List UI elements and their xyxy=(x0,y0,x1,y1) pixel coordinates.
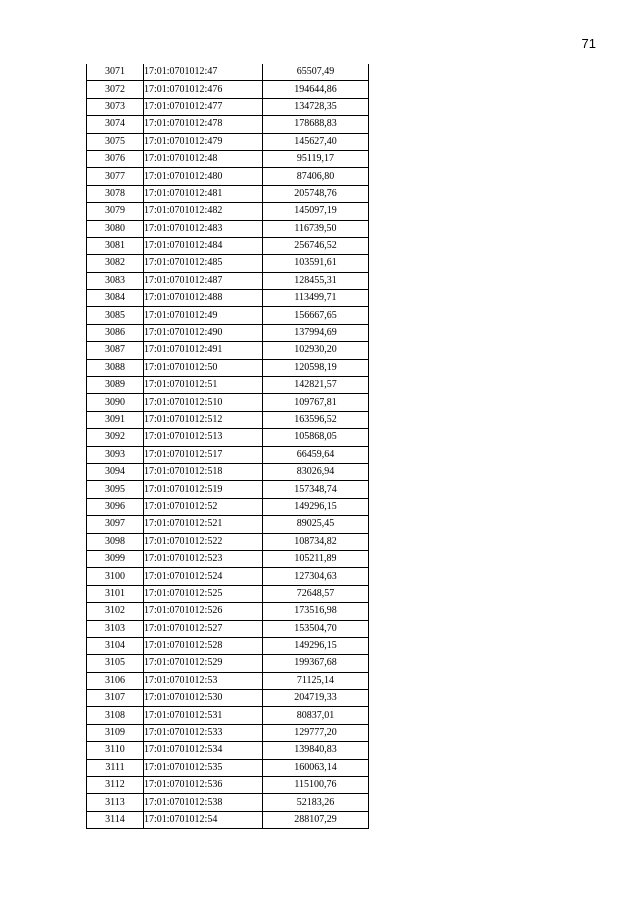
cadastral-number-cell: 17:01:0701012:487 xyxy=(144,272,263,289)
cadastral-value-cell: 149296,15 xyxy=(263,498,369,515)
row-number-cell: 3073 xyxy=(87,98,144,115)
cadastral-number-cell: 17:01:0701012:538 xyxy=(144,794,263,811)
table-row xyxy=(87,603,369,620)
cadastral-value-cell: 89025,45 xyxy=(263,516,369,533)
cadastral-value-cell: 95119,17 xyxy=(263,150,369,167)
cadastral-number-cell: 17:01:0701012:525 xyxy=(144,585,263,602)
cadastral-value-cell: 116739,50 xyxy=(263,220,369,237)
table-row xyxy=(87,81,369,98)
table-row xyxy=(87,759,369,776)
row-number-cell: 3110 xyxy=(87,742,144,759)
row-number-cell: 3083 xyxy=(87,272,144,289)
cadastral-number-cell: 17:01:0701012:49 xyxy=(144,307,263,324)
cadastral-number-cell: 17:01:0701012:54 xyxy=(144,811,263,828)
cadastral-value-cell: 205748,76 xyxy=(263,185,369,202)
cadastral-value-cell: 128455,31 xyxy=(263,272,369,289)
cadastral-value-cell: 157348,74 xyxy=(263,481,369,498)
row-number-cell: 3100 xyxy=(87,568,144,585)
cadastral-value-cell: 80837,01 xyxy=(263,707,369,724)
table-row xyxy=(87,498,369,515)
table-row xyxy=(87,794,369,811)
cadastral-number-cell: 17:01:0701012:484 xyxy=(144,237,263,254)
table-row xyxy=(87,568,369,585)
cadastral-number-cell: 17:01:0701012:535 xyxy=(144,759,263,776)
table-row xyxy=(87,481,369,498)
cadastral-value-cell: 115100,76 xyxy=(263,777,369,794)
cadastral-number-cell: 17:01:0701012:485 xyxy=(144,255,263,272)
cadastral-value-cell: 139840,83 xyxy=(263,742,369,759)
cadastral-value-cell: 145097,19 xyxy=(263,203,369,220)
cadastral-number-cell: 17:01:0701012:479 xyxy=(144,133,263,150)
row-number-cell: 3098 xyxy=(87,533,144,550)
table-row xyxy=(87,463,369,480)
cadastral-value-cell: 87406,80 xyxy=(263,168,369,185)
cadastral-value-cell: 134728,35 xyxy=(263,98,369,115)
cadastral-number-cell: 17:01:0701012:522 xyxy=(144,533,263,550)
table-row xyxy=(87,533,369,550)
cadastral-number-cell: 17:01:0701012:530 xyxy=(144,690,263,707)
cadastral-number-cell: 17:01:0701012:491 xyxy=(144,342,263,359)
table-row xyxy=(87,133,369,150)
cadastral-number-cell: 17:01:0701012:528 xyxy=(144,637,263,654)
row-number-cell: 3103 xyxy=(87,620,144,637)
cadastral-value-cell: 83026,94 xyxy=(263,463,369,480)
row-number-cell: 3111 xyxy=(87,759,144,776)
cadastral-number-cell: 17:01:0701012:50 xyxy=(144,359,263,376)
cadastral-number-cell: 17:01:0701012:521 xyxy=(144,516,263,533)
table-row xyxy=(87,342,369,359)
cadastral-number-cell: 17:01:0701012:526 xyxy=(144,603,263,620)
table-row xyxy=(87,429,369,446)
cadastral-number-cell: 17:01:0701012:482 xyxy=(144,203,263,220)
table-row xyxy=(87,620,369,637)
row-number-cell: 3101 xyxy=(87,585,144,602)
table-row xyxy=(87,307,369,324)
table-row xyxy=(87,116,369,133)
row-number-cell: 3092 xyxy=(87,429,144,446)
row-number-cell: 3079 xyxy=(87,203,144,220)
table-row xyxy=(87,290,369,307)
row-number-cell: 3081 xyxy=(87,237,144,254)
cadastral-number-cell: 17:01:0701012:483 xyxy=(144,220,263,237)
cadastral-value-cell: 137994,69 xyxy=(263,324,369,341)
table-row xyxy=(87,255,369,272)
row-number-cell: 3074 xyxy=(87,116,144,133)
table-row xyxy=(87,637,369,654)
cadastral-value-cell: 120598,19 xyxy=(263,359,369,376)
cadastral-number-cell: 17:01:0701012:513 xyxy=(144,429,263,446)
row-number-cell: 3114 xyxy=(87,811,144,828)
cadastral-number-cell: 17:01:0701012:52 xyxy=(144,498,263,515)
row-number-cell: 3078 xyxy=(87,185,144,202)
cadastral-value-cell: 199367,68 xyxy=(263,655,369,672)
cadastral-value-cell: 194644,86 xyxy=(263,81,369,98)
row-number-cell: 3094 xyxy=(87,463,144,480)
row-number-cell: 3095 xyxy=(87,481,144,498)
cadastral-value-cell: 160063,14 xyxy=(263,759,369,776)
cadastral-number-cell: 17:01:0701012:518 xyxy=(144,463,263,480)
cadastral-value-cell: 72648,57 xyxy=(263,585,369,602)
cadastral-value-cell: 71125,14 xyxy=(263,672,369,689)
cadastral-number-cell: 17:01:0701012:523 xyxy=(144,550,263,567)
row-number-cell: 3075 xyxy=(87,133,144,150)
row-number-cell: 3096 xyxy=(87,498,144,515)
row-number-cell: 3071 xyxy=(87,64,144,81)
cadastral-number-cell: 17:01:0701012:48 xyxy=(144,150,263,167)
cadastral-value-cell: 149296,15 xyxy=(263,637,369,654)
table-row xyxy=(87,516,369,533)
cadastral-value-cell: 288107,29 xyxy=(263,811,369,828)
cadastral-number-cell: 17:01:0701012:476 xyxy=(144,81,263,98)
cadastral-number-cell: 17:01:0701012:488 xyxy=(144,290,263,307)
cadastral-value-cell: 103591,61 xyxy=(263,255,369,272)
row-number-cell: 3093 xyxy=(87,446,144,463)
cadastral-value-cell: 66459,64 xyxy=(263,446,369,463)
table-row xyxy=(87,359,369,376)
row-number-cell: 3097 xyxy=(87,516,144,533)
cadastral-value-cell: 113499,71 xyxy=(263,290,369,307)
row-number-cell: 3112 xyxy=(87,777,144,794)
cadastral-number-cell: 17:01:0701012:481 xyxy=(144,185,263,202)
table-row xyxy=(87,394,369,411)
row-number-cell: 3102 xyxy=(87,603,144,620)
table-row xyxy=(87,411,369,428)
row-number-cell: 3090 xyxy=(87,394,144,411)
cadastral-number-cell: 17:01:0701012:51 xyxy=(144,377,263,394)
table-body xyxy=(87,64,369,829)
cadastral-number-cell: 17:01:0701012:510 xyxy=(144,394,263,411)
cadastral-number-cell: 17:01:0701012:519 xyxy=(144,481,263,498)
cadastral-value-cell: 105211,89 xyxy=(263,550,369,567)
cadastral-value-cell: 153504,70 xyxy=(263,620,369,637)
cadastral-number-cell: 17:01:0701012:529 xyxy=(144,655,263,672)
table-row xyxy=(87,672,369,689)
table-row xyxy=(87,64,369,81)
table-row xyxy=(87,98,369,115)
table-row xyxy=(87,655,369,672)
cadastral-number-cell: 17:01:0701012:517 xyxy=(144,446,263,463)
page-number: 71 xyxy=(581,36,596,51)
cadastral-value-cell: 102930,20 xyxy=(263,342,369,359)
cadastral-number-cell: 17:01:0701012:480 xyxy=(144,168,263,185)
cadastral-value-cell: 145627,40 xyxy=(263,133,369,150)
cadastral-value-cell: 105868,05 xyxy=(263,429,369,446)
row-number-cell: 3099 xyxy=(87,550,144,567)
table-row xyxy=(87,707,369,724)
cadastral-value-cell: 142821,57 xyxy=(263,377,369,394)
row-number-cell: 3086 xyxy=(87,324,144,341)
cadastral-number-cell: 17:01:0701012:478 xyxy=(144,116,263,133)
row-number-cell: 3107 xyxy=(87,690,144,707)
row-number-cell: 3080 xyxy=(87,220,144,237)
cadastral-value-cell: 52183,26 xyxy=(263,794,369,811)
row-number-cell: 3072 xyxy=(87,81,144,98)
row-number-cell: 3109 xyxy=(87,724,144,741)
table-row xyxy=(87,811,369,828)
table-row xyxy=(87,203,369,220)
table-row xyxy=(87,377,369,394)
cadastral-value-cell: 256746,52 xyxy=(263,237,369,254)
row-number-cell: 3106 xyxy=(87,672,144,689)
row-number-cell: 3091 xyxy=(87,411,144,428)
table-row xyxy=(87,237,369,254)
cadastral-number-cell: 17:01:0701012:512 xyxy=(144,411,263,428)
table-row xyxy=(87,272,369,289)
table-row xyxy=(87,220,369,237)
table-row xyxy=(87,150,369,167)
cadastral-number-cell: 17:01:0701012:536 xyxy=(144,777,263,794)
cadastral-number-cell: 17:01:0701012:524 xyxy=(144,568,263,585)
table-row xyxy=(87,168,369,185)
cadastral-value-cell: 129777,20 xyxy=(263,724,369,741)
cadastral-value-cell: 127304,63 xyxy=(263,568,369,585)
table-row xyxy=(87,550,369,567)
cadastral-value-cell: 156667,65 xyxy=(263,307,369,324)
cadastral-number-cell: 17:01:0701012:477 xyxy=(144,98,263,115)
row-number-cell: 3089 xyxy=(87,377,144,394)
table-row xyxy=(87,585,369,602)
cadastral-number-cell: 17:01:0701012:534 xyxy=(144,742,263,759)
cadastral-value-table xyxy=(86,64,369,829)
row-number-cell: 3076 xyxy=(87,150,144,167)
cadastral-number-cell: 17:01:0701012:53 xyxy=(144,672,263,689)
cadastral-number-cell: 17:01:0701012:533 xyxy=(144,724,263,741)
table-row xyxy=(87,446,369,463)
cadastral-value-cell: 109767,81 xyxy=(263,394,369,411)
row-number-cell: 3087 xyxy=(87,342,144,359)
cadastral-value-cell: 108734,82 xyxy=(263,533,369,550)
row-number-cell: 3084 xyxy=(87,290,144,307)
cadastral-number-cell: 17:01:0701012:531 xyxy=(144,707,263,724)
cadastral-number-cell: 17:01:0701012:47 xyxy=(144,64,263,81)
table-row xyxy=(87,742,369,759)
table-row xyxy=(87,324,369,341)
row-number-cell: 3104 xyxy=(87,637,144,654)
row-number-cell: 3113 xyxy=(87,794,144,811)
cadastral-value-cell: 65507,49 xyxy=(263,64,369,81)
table-row xyxy=(87,777,369,794)
row-number-cell: 3105 xyxy=(87,655,144,672)
row-number-cell: 3077 xyxy=(87,168,144,185)
row-number-cell: 3082 xyxy=(87,255,144,272)
row-number-cell: 3108 xyxy=(87,707,144,724)
cadastral-number-cell: 17:01:0701012:527 xyxy=(144,620,263,637)
cadastral-value-cell: 178688,83 xyxy=(263,116,369,133)
cadastral-value-cell: 204719,33 xyxy=(263,690,369,707)
row-number-cell: 3085 xyxy=(87,307,144,324)
cadastral-number-cell: 17:01:0701012:490 xyxy=(144,324,263,341)
table-row xyxy=(87,690,369,707)
cadastral-value-cell: 163596,52 xyxy=(263,411,369,428)
row-number-cell: 3088 xyxy=(87,359,144,376)
table-row xyxy=(87,724,369,741)
cadastral-value-cell: 173516,98 xyxy=(263,603,369,620)
table-row xyxy=(87,185,369,202)
